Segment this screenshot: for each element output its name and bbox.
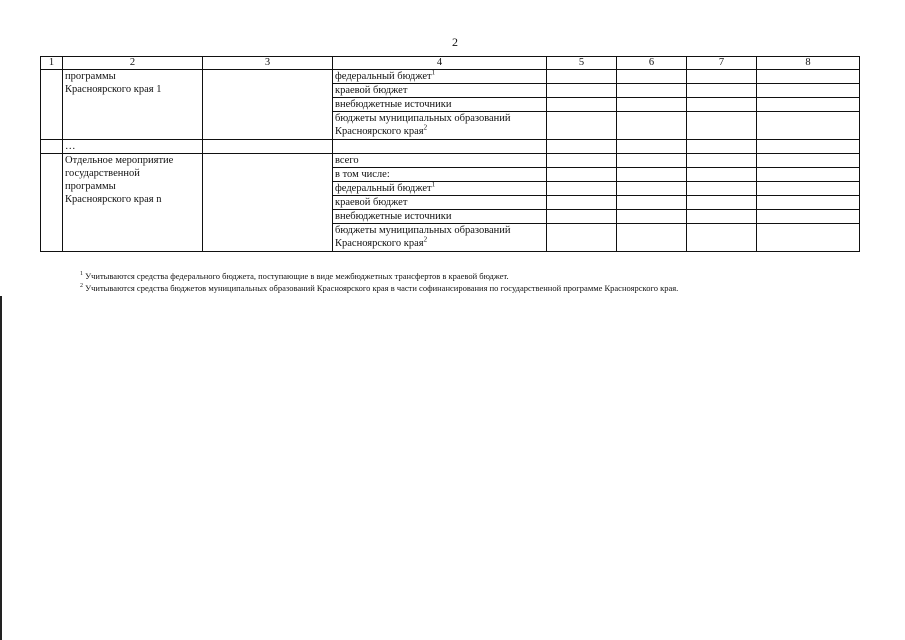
value-cell xyxy=(687,98,757,112)
footnote-mark: 2 xyxy=(80,283,83,290)
value-cell xyxy=(617,196,687,210)
footnote-mark: 2 xyxy=(423,123,428,132)
funding-source-cell: внебюджетные источники xyxy=(333,98,547,112)
funding-source-cell: бюджеты муниципальных образований Красноярского края$^2$ xyxy=(333,224,547,252)
footnote-mark: 1 xyxy=(431,181,436,189)
budget-table xyxy=(40,56,860,252)
funding-source-cell: бюджеты муниципальных образований Красноярского края$^2$ xyxy=(333,112,547,140)
footnote-mark: 1 xyxy=(431,69,436,77)
column-header: 4 xyxy=(333,57,547,70)
responsible-cell xyxy=(203,140,333,154)
column-header: 2 xyxy=(63,57,203,70)
program-name-line: государственной xyxy=(65,168,140,179)
program-name-cell xyxy=(63,70,203,140)
footnote-mark: 2 xyxy=(423,235,428,244)
value-cell xyxy=(617,210,687,224)
value-cell xyxy=(547,224,617,252)
value-cell xyxy=(757,210,860,224)
value-cell xyxy=(617,168,687,182)
value-cell xyxy=(617,140,687,154)
value-cell xyxy=(547,210,617,224)
funding-source-cell: краевой бюджет xyxy=(333,84,547,98)
row-number-cell xyxy=(41,140,63,154)
value-cell xyxy=(687,70,757,84)
program-name-line: Отдельное мероприятие xyxy=(65,155,174,166)
value-cell xyxy=(757,196,860,210)
footnote-text: Учитываются средства федерального бюджета, поступающие в виде межбюджетных трансфертов в краевой бюджет. xyxy=(85,271,509,281)
value-cell xyxy=(617,224,687,252)
column-header: 1 xyxy=(41,57,63,70)
value-cell xyxy=(547,84,617,98)
value-cell xyxy=(617,84,687,98)
value-cell xyxy=(547,182,617,196)
funding-source-cell: краевой бюджет xyxy=(333,196,547,210)
value-cell xyxy=(547,112,617,140)
funding-source-cell: внебюджетные источники xyxy=(333,210,547,224)
value-cell xyxy=(687,154,757,168)
value-cell xyxy=(687,140,757,154)
funding-source-cell: федеральный бюджет$^1$ xyxy=(333,182,547,196)
page-number: 2 xyxy=(452,35,458,49)
value-cell xyxy=(547,154,617,168)
program-name-line: Красноярского края n xyxy=(65,194,162,205)
ellipsis-cell: … xyxy=(63,140,203,154)
value-cell xyxy=(617,70,687,84)
value-cell xyxy=(757,84,860,98)
funding-source-cell: в том числе: xyxy=(333,168,547,182)
value-cell xyxy=(757,154,860,168)
table-row xyxy=(41,140,860,154)
value-cell xyxy=(547,98,617,112)
column-header: 6 xyxy=(617,57,687,70)
funding-source-cell: всего xyxy=(333,154,547,168)
value-cell xyxy=(687,168,757,182)
value-cell xyxy=(757,224,860,252)
value-cell xyxy=(687,84,757,98)
value-cell xyxy=(617,182,687,196)
scan-edge-line xyxy=(0,296,2,640)
footnote xyxy=(80,270,678,282)
column-header: 3 xyxy=(203,57,333,70)
program-name-line: программы xyxy=(65,181,116,192)
value-cell xyxy=(757,140,860,154)
table-row xyxy=(41,154,860,168)
responsible-cell xyxy=(203,70,333,140)
value-cell xyxy=(687,182,757,196)
value-cell xyxy=(617,98,687,112)
value-cell xyxy=(757,70,860,84)
column-header: 7 xyxy=(687,57,757,70)
table-row xyxy=(41,70,860,84)
value-cell xyxy=(547,196,617,210)
footnotes xyxy=(80,270,678,294)
funding-source-cell xyxy=(333,140,547,154)
value-cell xyxy=(757,112,860,140)
value-cell xyxy=(547,168,617,182)
value-cell xyxy=(617,154,687,168)
program-name-line: Красноярского края 1 xyxy=(65,84,162,95)
value-cell xyxy=(547,140,617,154)
value-cell xyxy=(757,182,860,196)
column-header: 5 xyxy=(547,57,617,70)
footnote-mark: 1 xyxy=(80,271,83,278)
program-name-cell xyxy=(63,154,203,252)
funding-source-cell: федеральный бюджет$^1$ xyxy=(333,70,547,84)
value-cell xyxy=(617,112,687,140)
program-name-line: программы xyxy=(65,71,116,82)
column-header: 8 xyxy=(757,57,860,70)
row-number-cell xyxy=(41,70,63,140)
footnote xyxy=(80,282,678,294)
responsible-cell xyxy=(203,154,333,252)
value-cell xyxy=(687,196,757,210)
value-cell xyxy=(547,70,617,84)
value-cell xyxy=(687,224,757,252)
value-cell xyxy=(757,98,860,112)
footnote-text: Учитываются средства бюджетов муниципальных образований Красноярского края в части софинансирования по государственной программе Красноярского края. xyxy=(85,283,679,293)
table-header-row xyxy=(41,57,860,70)
value-cell xyxy=(757,168,860,182)
value-cell xyxy=(687,112,757,140)
value-cell xyxy=(687,210,757,224)
row-number-cell xyxy=(41,154,63,252)
